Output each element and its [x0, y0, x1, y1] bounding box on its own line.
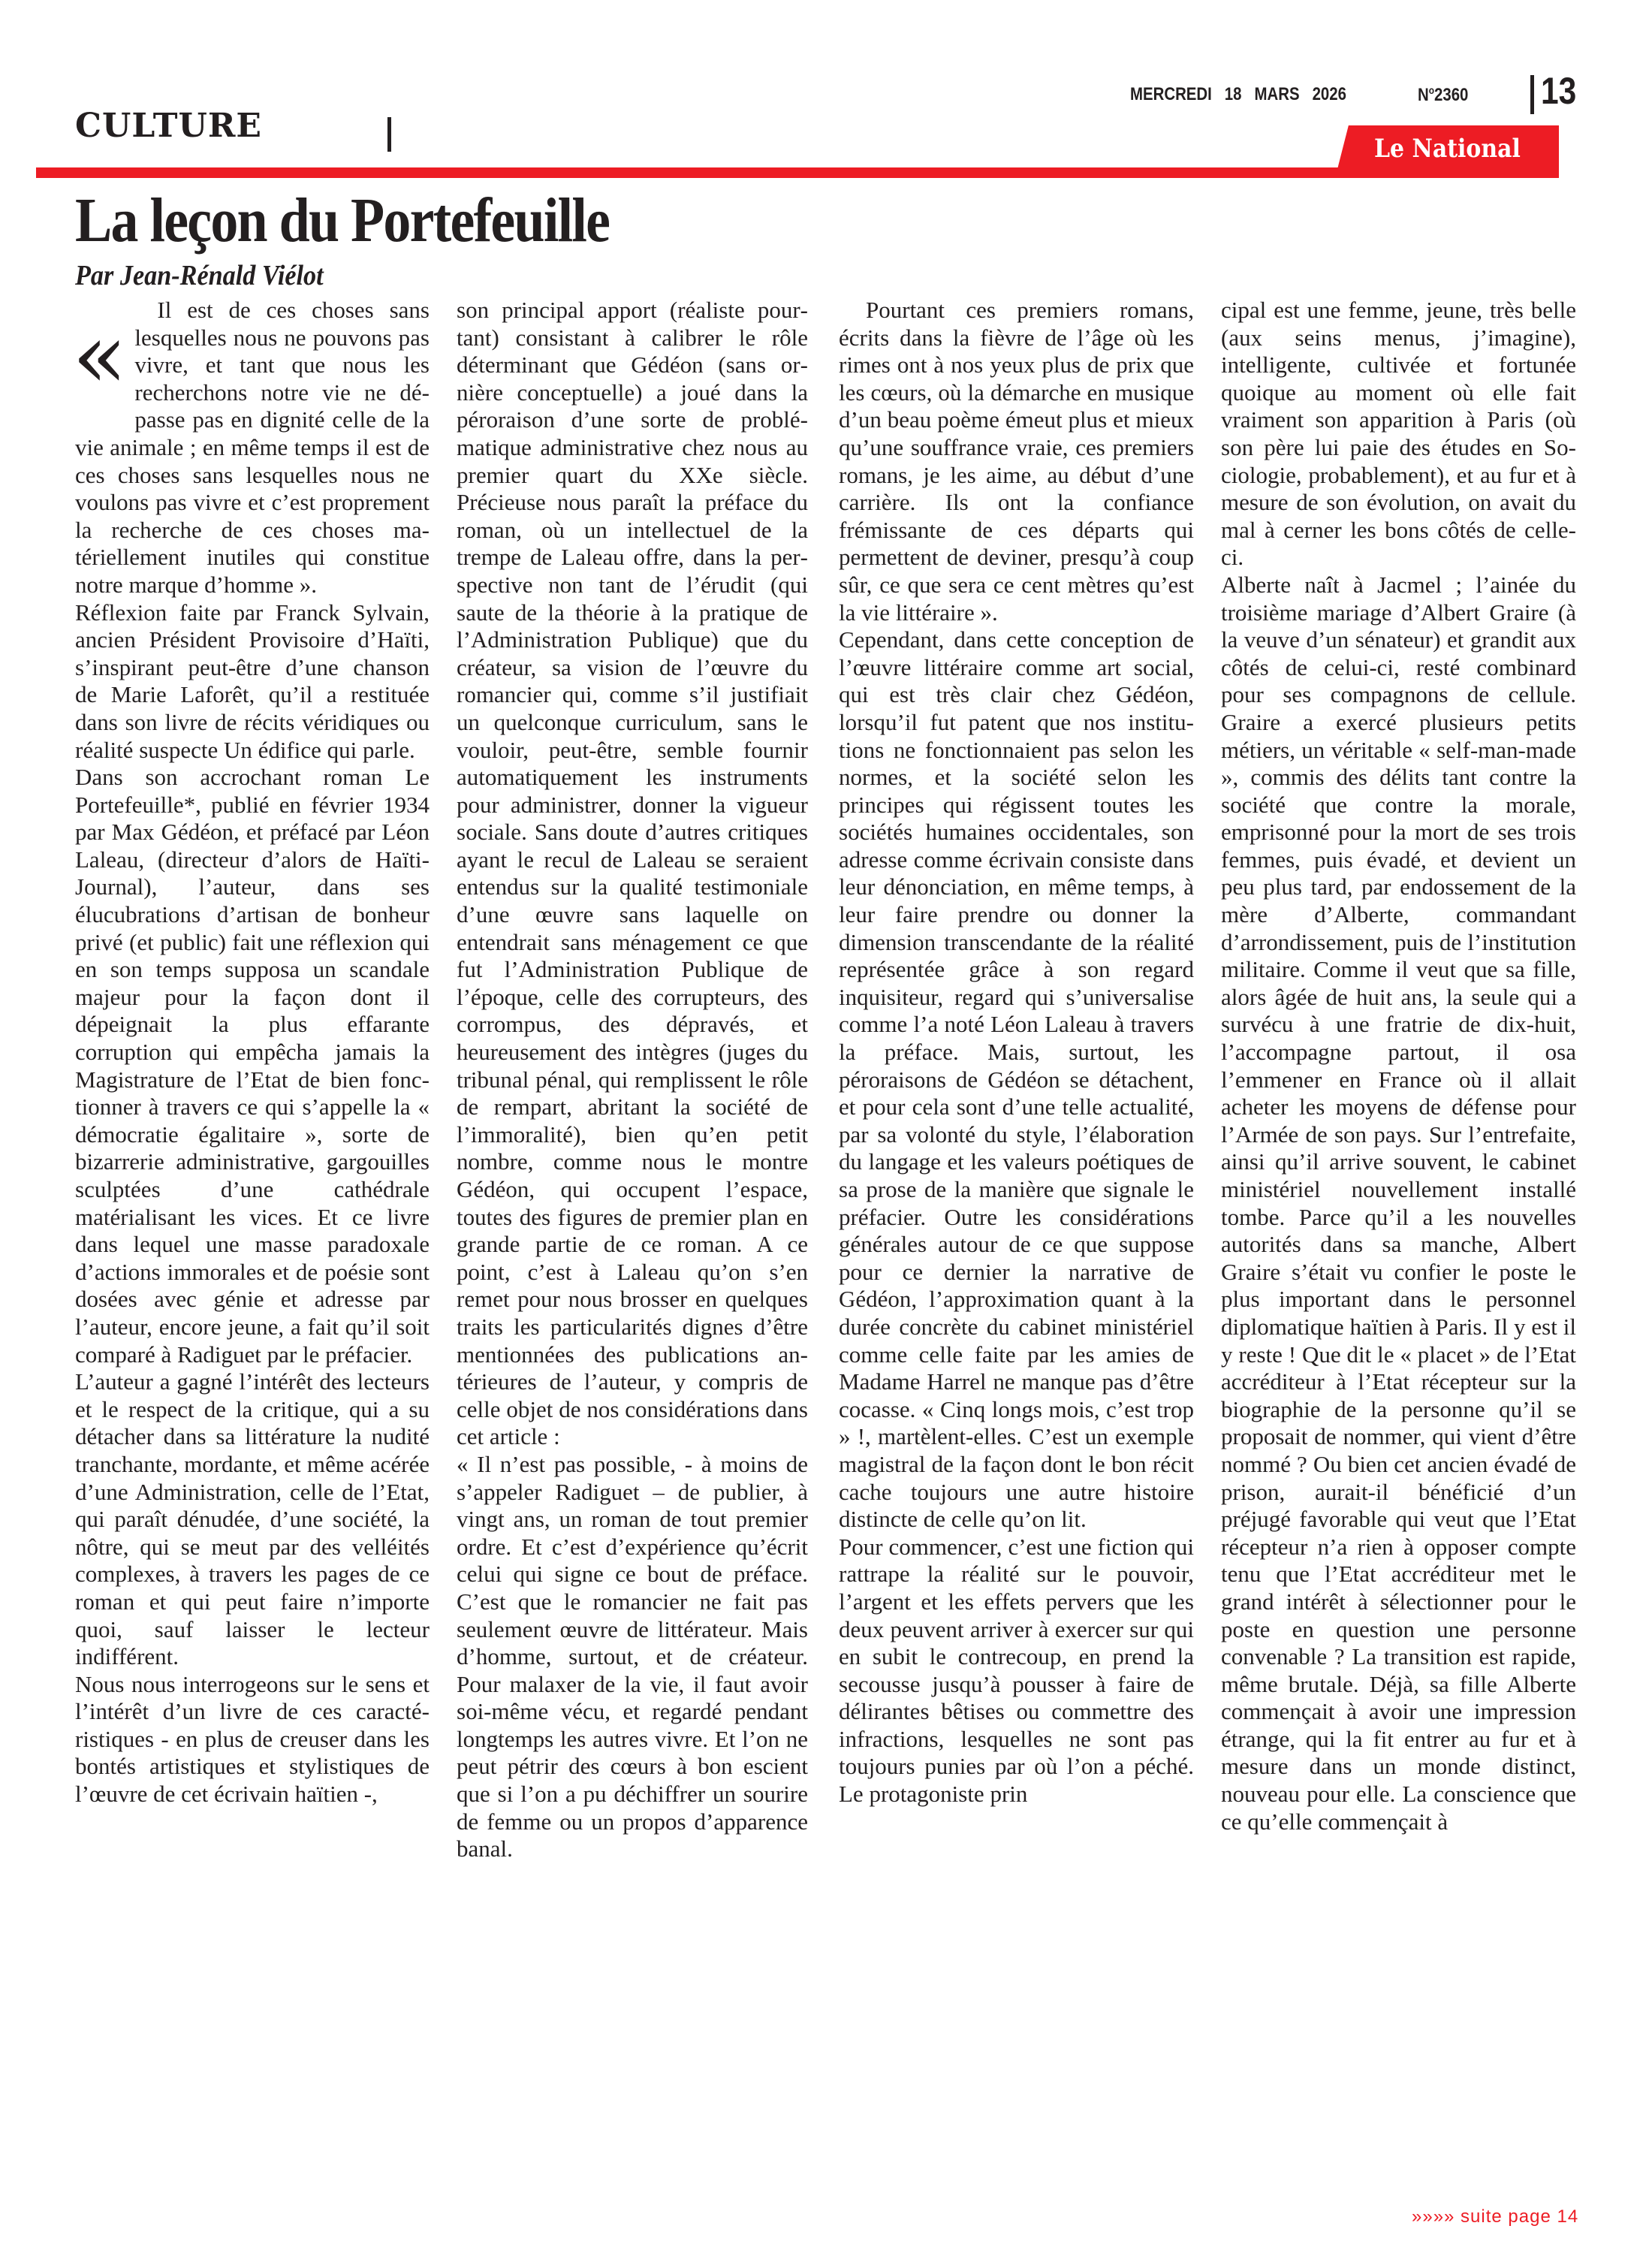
open-quote-icon: « — [72, 304, 128, 409]
paragraph: Réflexion faite par Franck Sylvain, ancien Président Provisoire d’Haïti, s’inspirant peut-être d’une chanson de Marie Laforêt, qu’il a restituée dans son livre de récits véridiques ou réalité suspecte Un édifice qui parle. — [75, 599, 430, 763]
brand-logo: Le National — [1374, 134, 1521, 164]
continuation-link[interactable]: »»»» suite page 14 — [1412, 2206, 1579, 2227]
article-column-2 — [457, 297, 808, 1863]
article-column-4 — [1221, 297, 1576, 1835]
issue-date: MERCREDI 18 MARS 2026 — [1130, 84, 1346, 104]
paragraph: cipal est une femme, jeune, très belle (aux seins menus, j’imagine), intelligente, cultivée et fortunée quoique au moment où elle fait vraiment son apparition à Paris (où son père lui paie des études en Sociologie, probablement), et au fur et à mesure de son évolution, on avait du mal à cerner les bons côtés de celle-ci. — [1221, 297, 1576, 571]
paragraph: Il est de ces choses sans lesquelles nous ne pouvons pas vivre, et tant que nous les recherchons notre vie ne dépasse pas en dignité celle de la vie animale ; en même temps il est de ces choses sans lesquelles nous ne voulons pas vivre et c’est proprement la recherche de ces choses matériellement inutiles qui constitue notre marque d’homme ». — [75, 297, 430, 598]
header-rule — [36, 167, 1559, 178]
article-column-3 — [839, 297, 1194, 1808]
issue-prefix: N — [1418, 85, 1429, 105]
article-byline: Par Jean-Rénald Viélot — [75, 260, 324, 291]
paragraph: Nous nous interrogeons sur le sens et l’intérêt d’un livre de ces caractéristiques - en plus de creuser dans les bontés artistiques et stylistiques de l’œuvre de cet écrivain haïtien -, — [75, 1670, 430, 1808]
quoted-paragraph: « Il n’est pas possible, - à moins de s’appeler Radiguet – de publier, à vingt ans, un roman de tout premier ordre. Et c’est d’expérience qu’écrit celui qui signe ce bout de préface. C’est que le romancier ne fait pas seulement œuvre de littérateur. Mais d’homme, surtout, et de créateur. Pour malaxer de la vie, il faut avoir soi-même vécu, et regardé pendant longtemps les autres vivre. Et l’on ne peut pétrir des cœurs à bon escient que si l’on a pu déchiffrer un sourire de femme ou un propos d’apparence banal. — [457, 1450, 808, 1862]
quoted-paragraph: Pourtant ces premiers romans, écrits dans la fièvre de l’âge où les rimes ont à nos yeux plus de prix que les cœurs, où la démarche en musique d’un beau poème émeut plus et mieux qu’une souffrance vraie, ces premiers romans, je les aime, au début d’une carrière. Ils ont la confiance frémissante de ces départs qui permettent de deviner, presqu’à coup sûr, ce que sera ce cent mètres qu’est la vie littéraire ». — [839, 297, 1194, 626]
paragraph: son principal apport (réaliste pourtant) consistant à calibrer le rôle déterminant que Gédéon (sans ornière conceptuelle) a joué dans la péroraison d’une sorte de problématique administrative chez nous au premier quart du XXe siècle. Précieuse nous paraît la préface du roman, où un intellectuel de la trempe de Laleau offre, dans la perspective non tant de l’érudit (qui saute de la théorie à la pratique de l’Administration Publique) que du créateur, sa vision de l’œuvre du romancier qui, comme s’il justifiait un quelconque curriculum, sans le vouloir, peut-être, semble fournir automatiquement les instruments pour administrer, donner la vigueur sociale. Sans doute d’autres critiques ayant le recul de Laleau se seraient entendus sur la qualité testimoniale d’une œuvre sans laquelle on entendrait sans ménagement ce que fut l’Administration Publique de l’époque, celle des corrupteurs, des corrompus, des dépravés, et heureusement des intègres (juges du tribunal pénal, qui remplissent le rôle de rempart, abritant la société de l’immoralité), bien qu’en petit nombre, comme nous le montre Gédéon, qui occupent l’espace, toutes des figures de premier plan en grande partie de ce roman. A ce point, c’est à Laleau qu’on s’en remet pour nous brosser en quelques traits les particularités dignes d’être mentionnées des publications antérieures de l’auteur, y compris de celle objet de nos considérations dans cet article : — [457, 297, 808, 1450]
section-label: CULTURE — [75, 107, 262, 145]
paragraph: Pour commencer, c’est une fiction qui rattrape la réalité sur le pouvoir, l’argent et les effets pervers que les deux peuvent arriver à exercer sur qui en subit le contrecoup, en prend la secousse jusqu’à pousser à faire de délirantes bêtises ou commettre des infractions, lesquelles ne sont pas toujours punies par où l’on a péché. Le protagoniste prin — [839, 1533, 1194, 1808]
issue-sup: o — [1428, 84, 1435, 96]
page-number-divider — [1530, 75, 1534, 114]
paragraph: L’auteur a gagné l’intérêt des lecteurs et le respect de la critique, qui a su détacher dans sa littérature la nudité tranchante, mordante, et même acérée d’une Administration, celle de l’Etat, qui paraît dénudée, d’une société, la nôtre, qui se meut par des velléités complexes, à travers les pages de ce roman et qui peut faire n’importe quoi, sauf laisser le lecteur indifférent. — [75, 1368, 430, 1670]
page-number: 13 — [1541, 70, 1577, 112]
paragraph: Alberte naît à Jacmel ; l’ainée du troisième mariage d’Albert Graire (à la veuve d’un sénateur) et grandit aux côtés de celui-ci, resté combinard pour ses compagnons de cellule. Graire a exercé plusieurs petits métiers, un véritable « self-man-made », commis des délits tant contre la société que contre la morale, emprisonné pour la mort de ses trois femmes, puis évadé, et devient un peu plus tard, par endossement de la mère d’Alberte, commandant d’arrondissement, puis de l’institution militaire. Comme il veut que sa fille, alors âgée de huit ans, la seule qui a survécu à une fratrie de dix-huit, l’accompagne partout, il osa l’emmener en France où il allait acheter les moyens de défense pour l’Armée de son pays. Sur l’entrefaite, ainsi qu’il arrive souvent, le cabinet ministériel nouvellement installé tombe. Parce qu’il a les nouvelles autorités dans sa manche, Albert Graire s’était vu confier le poste le plus important dans le personnel diplomatique haïtien à Paris. Il y est il y reste ! Que dit le « placet » de l’Etat accréditeur à l’Etat récepteur sur la biographie de la personne qu’il se proposait de nommer, qui vient d’être nommé ? Ou bien cet ancien évadé de prison, aurait-il bénéficié d’un préjugé favorable qui veut que l’Etat récepteur n’a rien à opposer compte tenu que l’Etat accréditeur met le grand intérêt à sélectionner pour le poste en question une personne convenable ? La transition est rapide, même brutale. Déjà, sa fille Alberte commençait à avoir une impression étrange, qui la fit entrer au fur et à mesure dans un monde distinct, nouveau pour elle. La conscience que ce qu’elle commençait à — [1221, 571, 1576, 1835]
section-divider — [387, 117, 391, 152]
article-column-1 — [72, 297, 430, 1808]
issue-number-value: 2360 — [1434, 85, 1469, 105]
article-title: La leçon du Portefeuille — [75, 185, 610, 255]
paragraph: Dans son accrochant roman Le Portefeuille*, publié en février 1934 par Max Gédéon, et préfacé par Léon Laleau, (directeur d’alors de Haïti-Journal), l’auteur, dans ses élucubrations d’artisan de bonheur privé (et public) fait une réflexion qui en son temps supposa un scandale majeur pour la façon dont il dépeignait la plus effarante corruption qui empêcha jamais la Magistrature de l’Etat de bien fonctionner à travers ce qui s’appelle la « démocratie égalitaire », sorte de bizarrerie administrative, gargouilles sculptées d’une cathédrale matérialisant les vices. Et ce livre dans lequel une masse paradoxale d’actions immorales et de poésie sont dosées avec génie et adresse par l’auteur, encore jeune, a fait qu’il soit comparé à Radiguet par le préfacier. — [75, 764, 430, 1368]
paragraph: Cependant, dans cette conception de l’œuvre littéraire comme art social, qui est très clair chez Gédéon, lorsqu’il fut patent que nos institutions ne fonctionnaient pas selon les normes, et la société selon les principes qui régissent toutes les sociétés humaines occidentales, son adresse comme écrivain consiste dans leur dénonciation, en même temps, à leur faire prendre ou donner la dimension transcendante de la réalité représentée grâce à son regard inquisiteur, regard qui s’universalise comme l’a noté Léon Laleau à travers la préface. Mais, surtout, les péroraisons de Gédéon se détachent, et pour cela sont d’une telle actualité, par sa volonté du style, l’élaboration du langage et les valeurs poétiques de sa prose de la manière que signale le préfacier. Outre les considérations générales autour de ce que suppose pour ce dernier la narrative de Gédéon, l’approximation quant à la durée concrète du cabinet ministériel comme celle faite par les amies de Madame Harrel ne manque pas d’être cocasse. « Cinq longs mois, c’est trop » !, martèlent-elles. C’est un exemple magistral de la façon dont le bon récit cache toujours une autre histoire distincte de celle qu’on lit. — [839, 626, 1194, 1533]
issue-number — [1418, 84, 1468, 106]
